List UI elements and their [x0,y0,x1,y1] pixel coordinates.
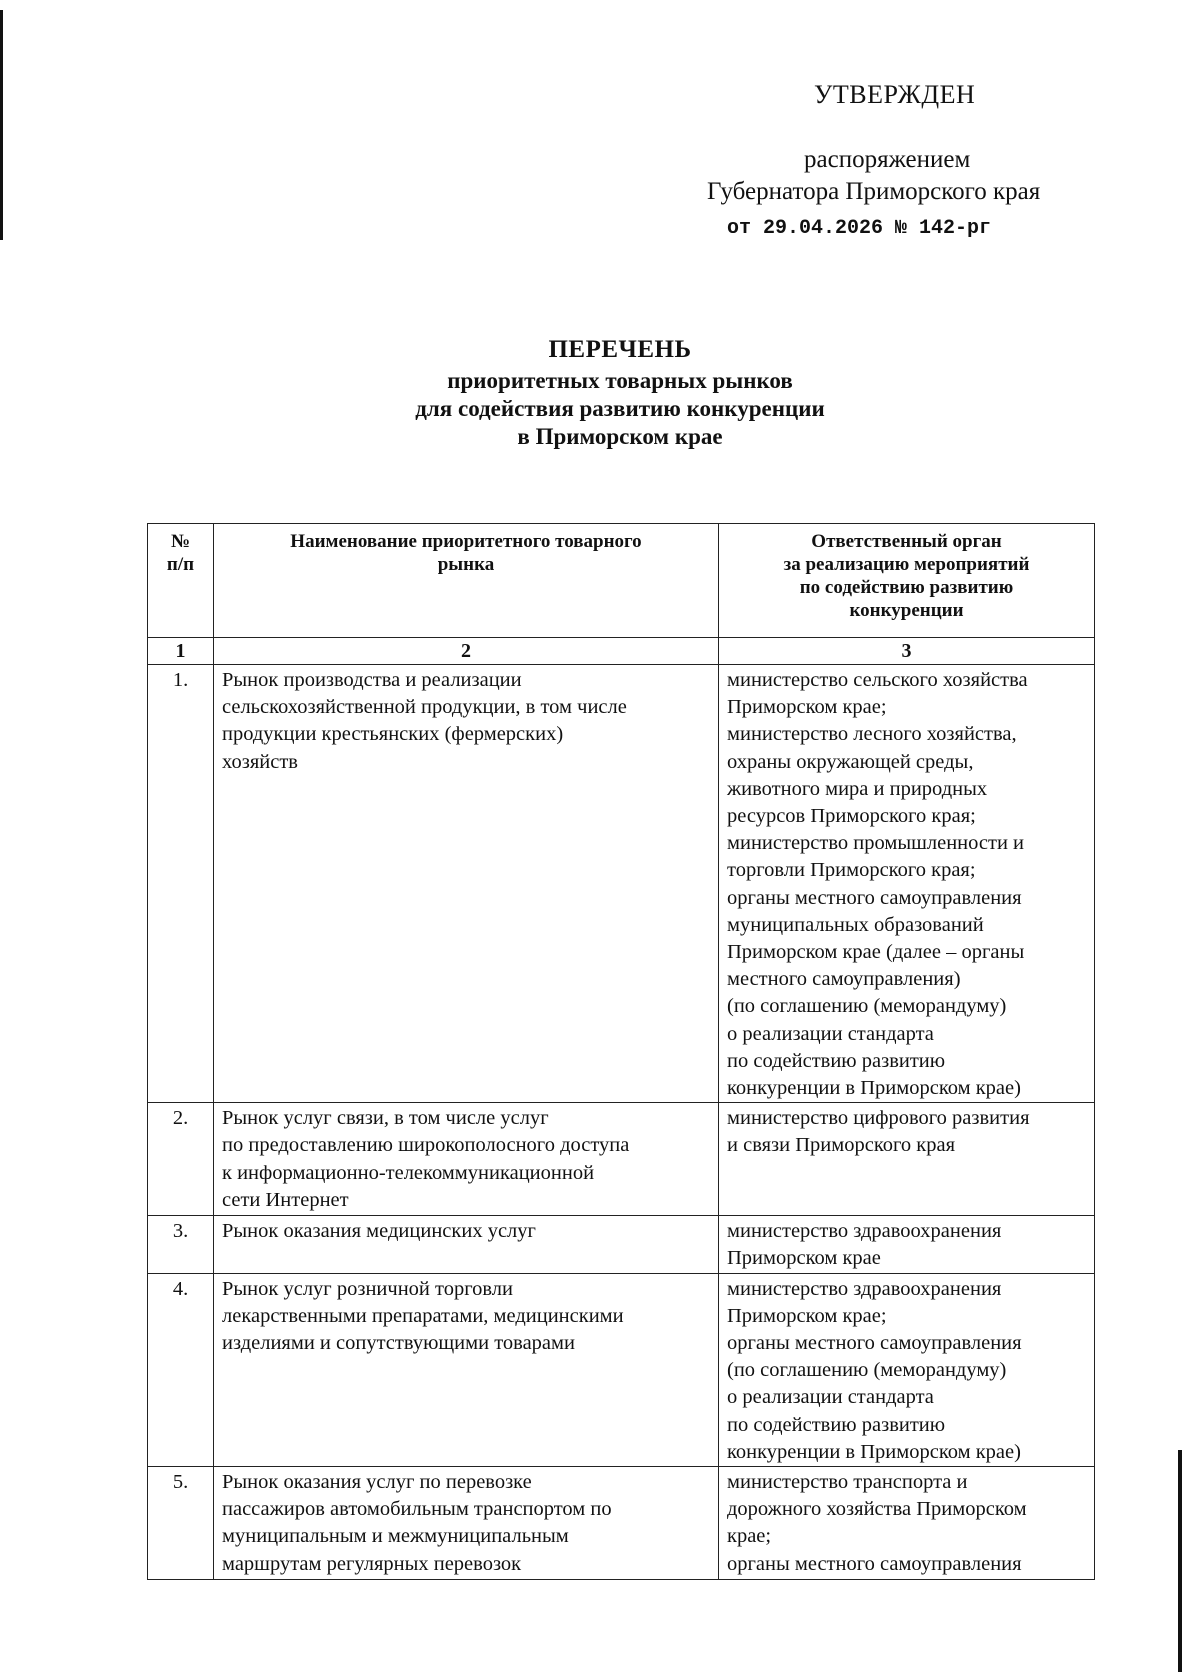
document-title-block [300,333,940,451]
table-row [148,1103,1095,1216]
market-name-line: муниципальным и межмуниципальным [222,1525,569,1548]
market-name-line: по предоставлению широкополосного доступа [222,1134,630,1157]
responsible-body-line: конкуренции в Приморском крае) [727,1440,1021,1463]
responsible-body-line: (по соглашению (меморандуму) [727,1359,1007,1382]
header-market-name-line: рынка [437,554,495,575]
header-market-name [214,524,719,638]
responsible-body-line: торговли Приморского края; [727,859,976,882]
responsible-body-line: о реализации стандарта [727,1386,934,1409]
responsible-body-line: Приморском крае; [727,696,887,719]
header-number-line: № [170,531,191,552]
responsible-body [719,1216,1095,1273]
market-name-line: Рынок производства и реализации [222,669,522,691]
market-name-line: Рынок оказания медицинских услуг [222,1220,536,1243]
header-responsible-body-line: конкуренции [849,600,964,621]
market-name [214,1216,719,1273]
responsible-body-line: министерство сельского хозяйства [727,669,1028,691]
responsible-body-line: министерство лесного хозяйства, [727,723,1017,746]
document-subtitle-line: для содействия развитию конкуренции [415,396,825,421]
header-market-name-line: Наименование приоритетного товарного [290,531,642,552]
responsible-body-line: о реализации стандарта [727,1022,934,1045]
responsible-body-line: крае; [727,1525,772,1548]
market-name [214,1467,719,1580]
responsible-body-line: ресурсов Приморского края; [727,805,976,828]
header-number-line: п/п [166,554,195,575]
table-row [148,1467,1095,1580]
market-name-line: к информационно-телекоммуникационной [222,1161,595,1184]
responsible-body-line: охраны окружающей среды, [727,750,974,773]
responsible-body-line: Приморском крае [727,1247,881,1270]
approval-reference: от 29.04.2026 № 142-рг [727,217,992,240]
approval-title: УТВЕРЖДЕН [814,80,976,109]
market-name-line: Рынок оказания услуг по перевозке [222,1471,532,1494]
approval-line-governor: Губернатора Приморского края [707,178,1041,205]
responsible-body-line: Приморском крае; [727,1304,887,1327]
scan-edge-mark-right [1178,1450,1182,1672]
market-name-line: продукции крестьянских (фермерских) [222,723,564,746]
responsible-body-line: министерство цифрового развития [727,1107,1030,1130]
market-name-line: Рынок услуг розничной торговли [222,1277,513,1300]
row-number: 2. [148,1103,214,1216]
document-subtitle-line: в Приморском крае [517,424,723,449]
table-header-row [148,524,1095,638]
header-responsible-body-line: за реализацию мероприятий [783,554,1030,575]
document-title: ПЕРЕЧЕНЬ [548,336,692,363]
responsible-body-line: органы местного самоуправления [727,1552,1022,1575]
responsible-body-line: министерство здравоохранения [727,1220,1002,1243]
header-responsible-body [719,524,1095,638]
responsible-body-line: министерство промышленности и [727,832,1025,855]
market-name-line: Рынок услуг связи, в том числе услуг [222,1107,549,1130]
responsible-body-line: дорожного хозяйства Приморском [727,1498,1027,1521]
row-number: 4. [148,1273,214,1466]
row-number: 5. [148,1467,214,1580]
responsible-body-line: органы местного самоуправления [727,886,1022,909]
table-row [148,665,1095,1103]
market-name [214,1273,719,1466]
approval-line-order: распоряжением [804,146,971,173]
market-name-line: сельскохозяйственной продукции, в том числе [222,696,627,719]
market-name-line: хозяйств [222,750,298,773]
column-number: 3 [719,638,1095,665]
responsible-body-line: животного мира и природных [727,777,988,800]
row-number: 3. [148,1216,214,1273]
market-name [214,665,719,1103]
responsible-body [719,1273,1095,1466]
responsible-body [719,1103,1095,1216]
responsible-body-line: (по соглашению (меморандуму) [727,995,1007,1018]
market-name-line: сети Интернет [222,1188,349,1211]
market-name [214,1103,719,1216]
row-number: 1. [148,665,214,1103]
responsible-body-line: конкуренции в Приморском крае) [727,1077,1021,1100]
scan-edge-mark-left [0,10,3,240]
header-number [148,524,214,638]
market-name-line: лекарственными препаратами, медицинскими [222,1304,624,1327]
priority-markets-table [147,523,1095,1580]
responsible-body [719,665,1095,1103]
table-row [148,1273,1095,1466]
document-subtitle-line: приоритетных товарных рынков [447,368,793,393]
header-responsible-body-line: Ответственный орган [811,531,1002,552]
market-name-line: пассажиров автомобильным транспортом по [222,1498,612,1521]
responsible-body-line: Приморском крае (далее – органы [727,941,1025,964]
responsible-body-line: по содействию развитию [727,1049,946,1072]
responsible-body-line: и связи Приморского края [727,1134,956,1157]
column-number: 2 [214,638,719,665]
responsible-body-line: по содействию развитию [727,1413,946,1436]
responsible-body-line: местного самоуправления) [727,968,961,991]
responsible-body-line: органы местного самоуправления [727,1332,1022,1355]
header-responsible-body-line: по содействию развитию [799,577,1014,598]
market-name-line: изделиями и сопутствующими товарами [222,1332,575,1355]
responsible-body-line: министерство здравоохранения [727,1277,1002,1300]
responsible-body [719,1467,1095,1580]
market-name-line: маршрутам регулярных перевозок [222,1552,522,1575]
responsible-body-line: министерство транспорта и [727,1471,968,1494]
table-row [148,1216,1095,1273]
column-number-row [148,638,1095,665]
responsible-body-line: муниципальных образований [727,913,984,936]
column-number: 1 [148,638,214,665]
